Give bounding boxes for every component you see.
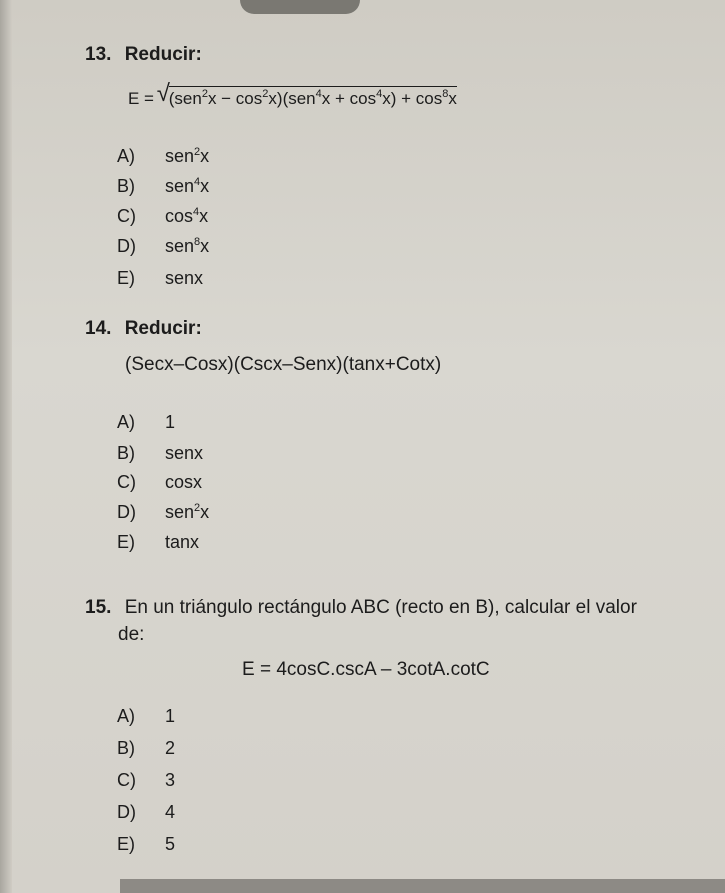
q13-option-c[interactable]: C) $\cos^4x$ <box>117 206 209 226</box>
q15-option-e[interactable]: E) 5 <box>117 834 176 854</box>
question-15-expression: E = 4cosC.cscA – 3cotA.cotC <box>242 659 490 680</box>
option-letter: B) <box>117 738 135 758</box>
q14-option-d[interactable]: D) sen$^2$x <box>117 502 210 522</box>
q15-option-a[interactable]: A) 1 <box>117 706 176 726</box>
question-14-expression: (Secx–Cosx)(Cscx–Senx)(tanx+Cotx) <box>125 354 442 375</box>
question-title: Reducir: <box>124 44 202 65</box>
question-number: 15. <box>85 597 112 618</box>
option-letter: B) <box>117 176 135 196</box>
formula-lhs: E = <box>128 89 154 108</box>
q13-option-b[interactable]: B) sen$^4$x <box>117 176 210 196</box>
question-15-header <box>85 597 637 619</box>
radicand: $(sen^2x - \cos^2x)(sen^4x + \cos^4x) + \cos^8x$ <box>168 88 457 108</box>
q15-option-b[interactable]: B) 2 <box>117 738 176 758</box>
option-letter: C) <box>117 206 136 226</box>
q14-option-b[interactable]: B) senx <box>117 443 204 463</box>
q14-option-e[interactable]: E) tanx <box>117 532 200 552</box>
q13-option-d[interactable]: D) sen$^8$x <box>117 236 210 256</box>
question-number: 13. <box>85 44 112 65</box>
q13-option-e[interactable]: E) senx <box>117 268 204 288</box>
question-text-line-2: de: <box>118 624 145 645</box>
q13-option-a[interactable]: A) sen$^2$x <box>117 146 210 166</box>
option-letter: C) <box>117 472 136 492</box>
q15-option-c[interactable]: C) 3 <box>117 770 176 790</box>
q15-option-d[interactable]: D) 4 <box>117 802 176 822</box>
question-number: 14. <box>85 318 112 339</box>
option-letter: D) <box>117 502 136 522</box>
option-letter: E) <box>117 834 135 854</box>
question-13-formula <box>128 80 457 109</box>
option-letter: C) <box>117 770 136 790</box>
radical-sign: √ <box>156 80 170 107</box>
q14-option-c[interactable]: C) cosx <box>117 472 203 492</box>
question-14-header <box>85 318 202 340</box>
option-letter: A) <box>117 412 135 432</box>
option-letter: B) <box>117 443 135 463</box>
question-13-header <box>85 44 202 66</box>
option-letter: D) <box>117 236 136 256</box>
option-letter: E) <box>117 268 135 288</box>
question-text-line-1: En un triángulo rectángulo ABC (recto en B), calcular el valor <box>124 597 637 618</box>
page-edge-shadow <box>0 0 12 893</box>
top-shadow <box>240 0 360 14</box>
bottom-shadow <box>120 879 725 893</box>
q14-option-a[interactable]: A) 1 <box>117 412 176 432</box>
option-letter: D) <box>117 802 136 822</box>
option-letter: A) <box>117 706 135 726</box>
option-letter: E) <box>117 532 135 552</box>
square-root <box>156 80 457 109</box>
option-letter: A) <box>117 146 135 166</box>
question-title: Reducir: <box>124 318 202 339</box>
